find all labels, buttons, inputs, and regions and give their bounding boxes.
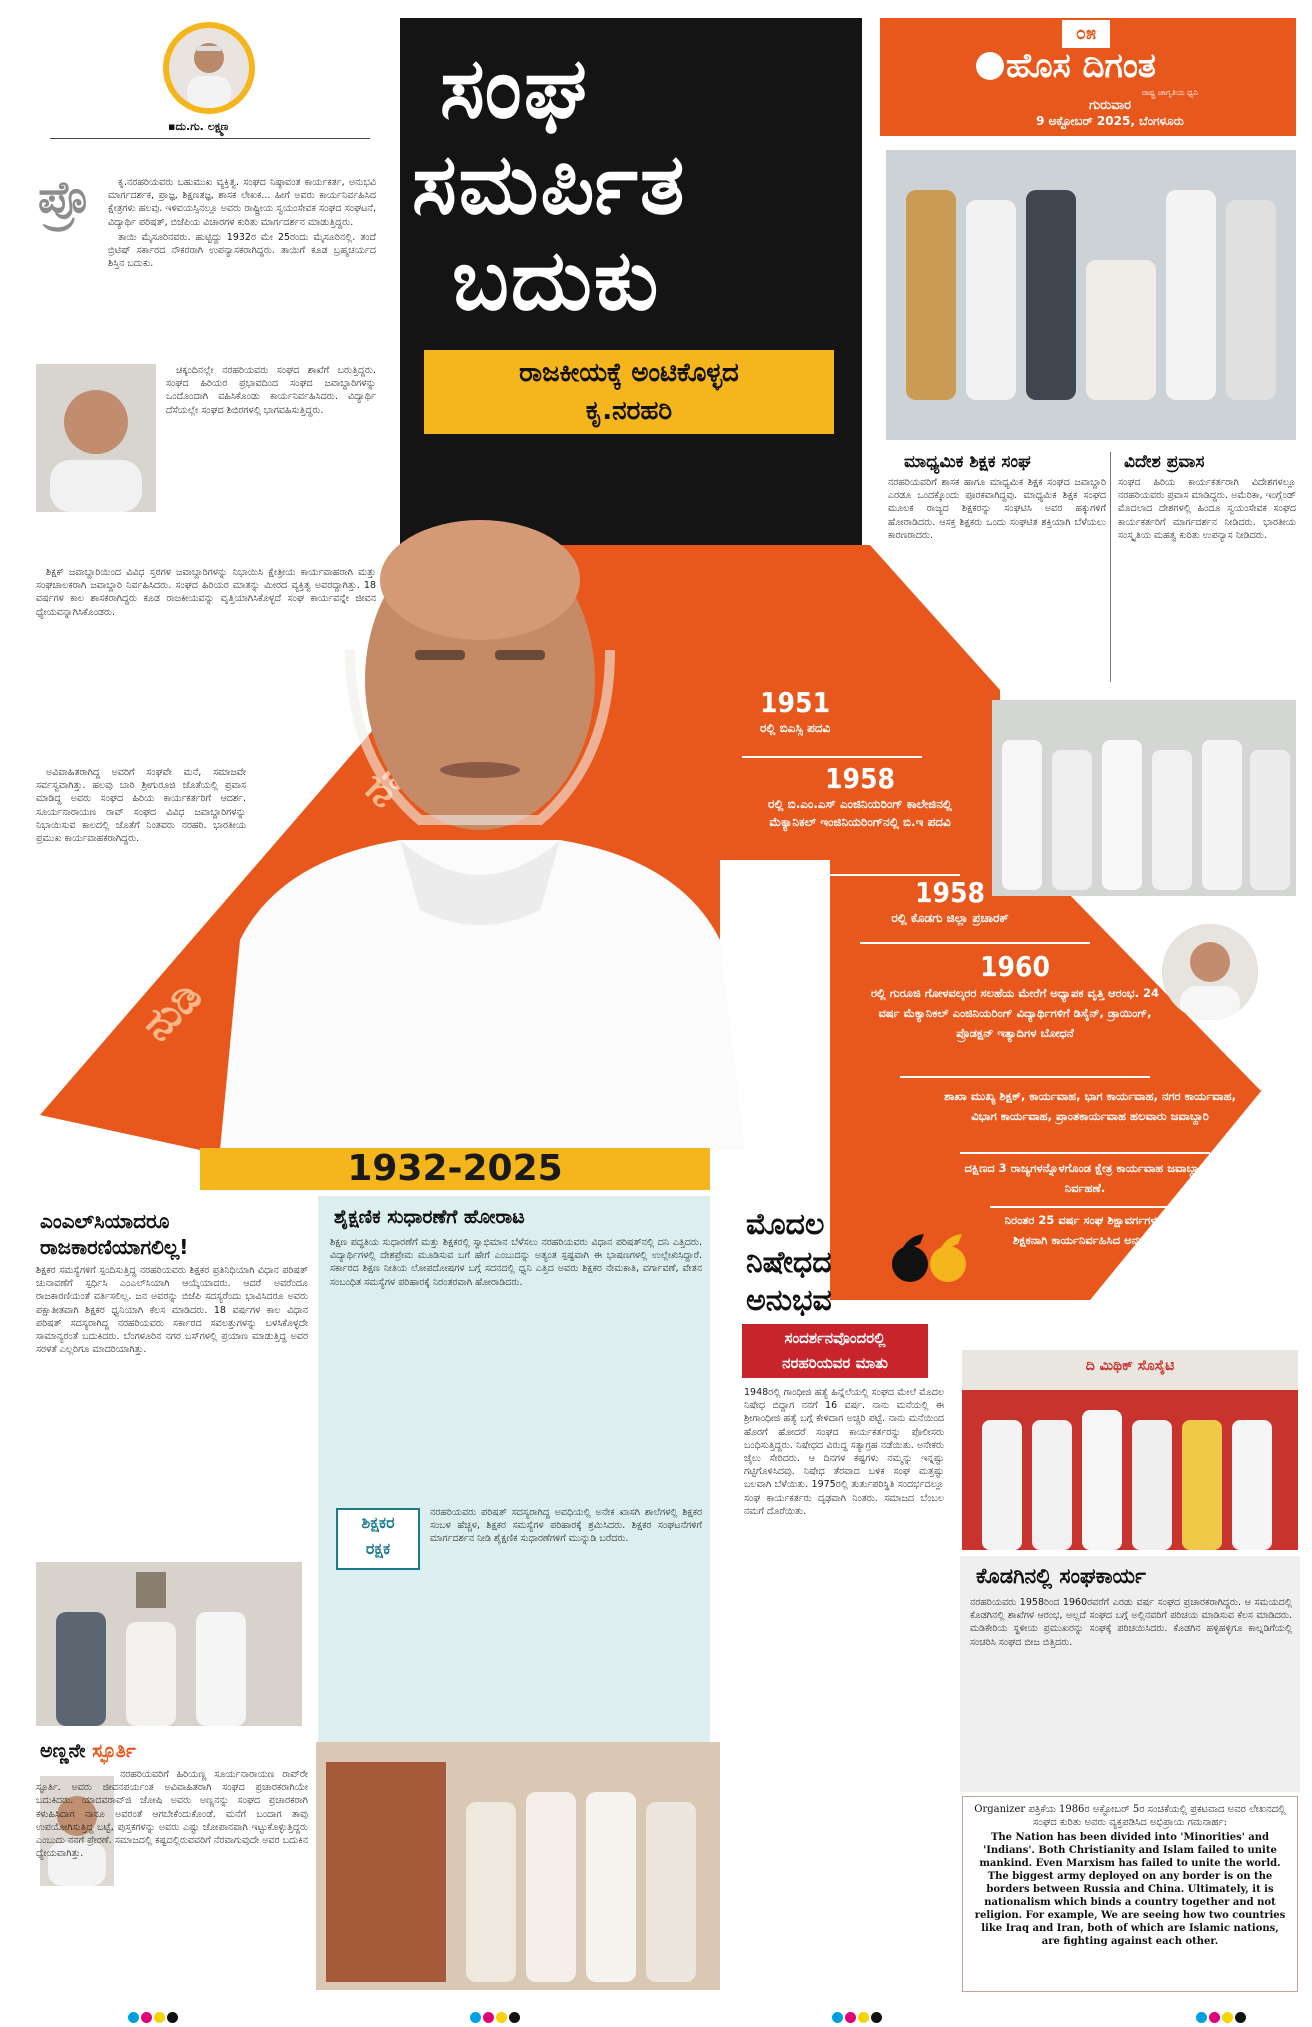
main-title-line3: ಬದುಕು [452,231,661,329]
timeline-year-1: 1951 [760,686,831,719]
organizer-intro: Organizer ಪತ್ರಿಕೆಯ 1986ರ ಅಕ್ಟೋಬರ್ 5ರ ಸಂಚಿಕೆಯಲ್ಲಿ ಪ್ರಕಟವಾದ ಅವರ ಲೇಖನದಲ್ಲಿ ಸಂಘದ ಕುರಿತು ಅವರು ವ್ಯಕ್ತಪಡಿಸಿದ ಅಭಿಪ್ರಾಯ ಗಮನಾರ್ಹ: [974,1804,1286,1828]
registration-marks-4 [1196,2008,1248,2027]
timeline-rule-4 [900,1076,1150,1078]
left-article-para1: ಕೃ.ನರಹರಿಯವರು ಬಹುಮುಖ ವ್ಯಕ್ತಿತ್ವ. ಸಂಘದ ನಿಷ್ಠಾವಂತ ಕಾರ್ಯಕರ್ತ, ಅನುಭವಿ ಮಾರ್ಗದರ್ಶಕ, ಪ್ರಾಜ್ಞ, ಶಿಕ್ಷಣತಜ್ಞ, ಶಾಸಕ ಲೇಖಕ... ಹೀಗೆ ಅವರು ಕಾರ್ಯನಿರ್ವಹಿಸಿದ ಕ್ಷೇತ್ರಗಳು ಹಲವು. ಇಳಿವಯಸ್ಸಿನಲ್ಲೂ ಅವರು ರಾಷ್ಟ್ರೀಯ ಸ್ವಯಂಸೇವಕ ಸಂಘದ ಸಂಘಟನೆ, ವಿದ್ಯಾರ್ಥಿ ಪರಿಷತ್, ಬಿಜೆಪಿಯ ವಿಚಾರಗಳ ಕುರಿತು ಮಾರ್ಗದರ್ಶನ ಮಾಡುತ್ತಿದ್ದರು. ತಾಯಿ ಮೈಸೂರಿನವರು. ಹುಟ್ಟಿದ್ದು 1932ರ ಮೇ 25ರಂದು ಮೈಸೂರಿನಲ್ಲಿ. ತಂದೆ ಬ್ರಿಟಿಷ್ ಸರ್ಕಾರದ ನೌಕರರಾಗಿ ಉಪನ್ಯಾಸಕರಾಗಿದ್ದರು. ತಾಯಿಗೆ ಕೂಡ ಬ್ರಹ್ಮಚರ್ಯದ ಶಿಸ್ತಿನ ಬದುಕು. [108,177,376,270]
timeline-text-1: ರಲ್ಲಿ ಬಿಎಸ್ಸಿ ಪದವಿ [760,721,831,735]
anubhava-body: 1948ರಲ್ಲಿ ಗಾಂಧೀಜಿ ಹತ್ಯೆ ಹಿನ್ನೆಲೆಯಲ್ಲಿ ಸಂಘದ ಮೇಲೆ ಮೊದಲ ನಿಷೇಧ ಬಿದ್ದಾಗ ನನಗೆ 16 ವರ್ಷ. ನಾನು ಮನೆಯಲ್ಲಿ ಈ ಶ್ರೀಗಾಂಧೀಜಿ ಹತ್ಯೆ ಬಗ್ಗೆ ಕೇಳಿದಾಗ ಅಚ್ಚರಿ ಪಟ್ಟೆ. ನಾನು ಮನೆಯಿಂದ ಹೊರಗೆ ಹೋದರೆ ಸಂಘದ ಕಾರ್ಯಕರ್ತರನ್ನು ಪೊಲೀಸರು ಬಂಧಿಸುತ್ತಿದ್ದರು. ನಿಷೇಧದ ವಿರುದ್ಧ ಸತ್ಯಾಗ್ರಹ ನಡೆಯಿತು. ಅನೇಕರು ಜೈಲು ಸೇರಿದರು. ಆ ದಿನಗಳ ಕಷ್ಟಗಳು ನಮ್ಮನ್ನು ಇನ್ನಷ್ಟು ಗಟ್ಟಿಗೊಳಿಸಿದವು. ನಿಷೇಧ ತೆರವಾದ ಬಳಿಕ ಸಂಘ ಮತ್ತಷ್ಟು ಬಲವಾಗಿ ಬೆಳೆಯಿತು. 1975ರಲ್ಲಿ ತುರ್ತುಪರಿಸ್ಥಿತಿ ಸಂದರ್ಭದಲ್ಲೂ ಸಂಘ ಕಾರ್ಯಕರ್ತರು ದೃಢವಾಗಿ ನಿಂತರು. ಸಮಾಜದ ಬೆಂಬಲ ನಮಗೆ ದೊರೆಯಿತು. [744,1387,944,1517]
timeline-year-4: 1960 [979,950,1051,983]
anubhava-heading [746,1206,886,1320]
anna-heading-part1: ಅಣ್ಣನೇ [40,1740,86,1762]
life-span: 1932-2025 [347,1148,563,1189]
subtitle-line2: ಕೃ.ನರಹರಿ [585,396,673,426]
registration-marks-2 [470,2008,522,2027]
drop-cap: ಪ್ರೊ [38,172,90,223]
timeline-extra-3: ನಿರಂತರ 25 ವರ್ಷ ಸಂಘ ಶಿಕ್ಷಾವರ್ಗಗಳಲ್ಲಿ ಶಿಕ್ಷಕನಾಗಿ ಕಾರ್ಯನಿರ್ವಹಿಸಿದ ಅನುಭವ [1004,1213,1166,1247]
videsha-heading: ವಿದೇಶ ಪ್ರವಾಸ [1124,452,1205,472]
mlc-heading-line1: ಎಂಎಲ್‌ಸಿಯಾದರೂ [40,1209,170,1233]
timeline-portrait-photo [1162,924,1258,1020]
column-rule-right [1110,452,1111,682]
left-article-para4: ಶಿಕ್ಷಕ್ ಜವಾಬ್ದಾರಿಯಿಂದ ವಿವಿಧ ಸ್ತರಗಳ ಜವಾಬ್ದಾರಿಗಳನ್ನು ನಿಭಾಯಿಸಿ ಕ್ಷೇತ್ರೀಯ ಕಾರ್ಯವಾಹರಾಗಿ ಮತ್ತು ಸಂಘಚಾಲಕರಾಗಿ ಜವಾಬ್ದಾರಿ ನಿರ್ವಹಿಸಿದರು. ಸಂಘದ ಹಿರಿಯರ ಮಾತನ್ನು ಮೀರದ ವ್ಯಕ್ತಿತ್ವ ಅವರದ್ದಾಗಿತ್ತು. 18 ವರ್ಷಗಳ ಕಾಲ ಶಾಸಕರಾಗಿದ್ದರು ಕೂಡ ರಾಜಕೀಯವನ್ನು ವೃತ್ತಿಯಾಗಿಸಿಕೊಳ್ಳದೆ ಸಂಘ ಕಾರ್ಯವನ್ನೇ ಜೀವನ ಧ್ಯೇಯವನ್ನಾಗಿಸಿಕೊಂಡರು. [36,567,376,618]
shaikshanika-label-line2: ರಕ್ಷಕ [365,1539,391,1558]
masthead-day: ಗುರುವಾರ [1089,98,1131,113]
timeline-rule-1 [742,756,922,758]
anubhava-sub-line2: ನರಹರಿಯವರ ಮಾತು [782,1354,888,1372]
videsha-body: ಸಂಘದ ಹಿರಿಯ ಕಾರ್ಯಕರ್ತರಾಗಿ ವಿದೇಶಗಳಲ್ಲೂ ನರಹರಿಯವರು ಪ್ರವಾಸ ಮಾಡಿದ್ದರು. ಅಮೆರಿಕಾ, ಇಂಗ್ಲೆಂಡ್ ಮೊದಲಾದ ದೇಶಗಳಲ್ಲಿ ಹಿಂದೂ ಸ್ವಯಂಸೇವಕ ಸಂಘದ ಕಾರ್ಯಕರ್ತರಿಗೆ ಮಾರ್ಗದರ್ಶನ ನೀಡಿದರು. ಭಾರತೀಯ ಸಂಸ್ಕೃತಿಯ ಮಹತ್ವ ಕುರಿತು ಉಪನ್ಯಾಸ ನೀಡಿದರು. [1118,477,1296,541]
mythic-society-photo [962,1350,1298,1550]
book-release-photo [316,1742,720,1990]
anubhava-sub-line1: ಸಂದರ್ಶನವೊಂದರಲ್ಲಿ [784,1329,886,1347]
shaikshanika-heading: ಶೈಕ್ಷಣಿಕ ಸುಧಾರಣೆಗೆ ಹೋರಾಟ [334,1206,525,1228]
quote-icon [890,1230,970,1290]
left-article-para5: ಅವಿವಾಹಿತರಾಗಿದ್ದ ಅವರಿಗೆ ಸಂಘವೇ ಮನೆ, ಸಮಾಜವೇ ಸರ್ವಸ್ವವಾಗಿತ್ತು. ಹಲವು ಬಾರಿ ಶ್ರೀಗುರೂಜಿ ಜೊತೆಯಲ್ಲಿ ಪ್ರವಾಸ ಮಾಡಿದ್ದ ಅವರು ಸಂಘದ ಹಿರಿಯ ಕಾರ್ಯಕರ್ತರಿಗೆ ಆದರ್ಶ. ಸೂರ್ಯನಾರಾಯಣ ರಾವ್ ಸಂಘದ ವಿವಿಧ ಜವಾಬ್ದಾರಿಗಳನ್ನು ನಿಭಾಯಿಸುವ ಕಾಲದಲ್ಲಿ ಜೊತೆಗೆ ನಿಂತವರು ನರಹರಿ. ಭಾರತೀಯ ಪ್ರಮುಖ ಕಾರ್ಯವಾಹಕರಾಗಿದ್ದರು. [36,767,246,845]
kodagu-body: ನರಹರಿಯವರು 1958ರಿಂದ 1960ರವರೆಗೆ ಎರಡು ವರ್ಷ ಸಂಘದ ಪ್ರಚಾರಕರಾಗಿದ್ದರು. ಆ ಸಮಯದಲ್ಲಿ ಕೊಡಗಿನಲ್ಲಿ ಶಾಖೆಗಳ ಆರಂಭ, ಅಲ್ಲದೆ ಸಂಘದ ಬಗ್ಗೆ ಅಲ್ಲಿನವರಿಗೆ ಪರಿಚಯ ಮಾಡಿಸುವ ಕೆಲಸ ಮಾಡಿದರು. ಮಡಿಕೇರಿಯ ಸ್ಥಳೀಯ ಪ್ರಮುಖರನ್ನು ಸಂಘಕ್ಕೆ ಪರಿಚಯಿಸಿದರು. ಕೊಡಗಿನ ಹಳ್ಳಿಹಳ್ಳಿಗೂ ಕಾಲ್ನಡಿಗೆಯಲ್ಲಿ ಸಂಚರಿಸಿ ಸಂಘದ ಬೀಜ ಬಿತ್ತಿದರು. [970,1597,1292,1648]
main-portrait [200,470,760,1150]
timeline-text-4: ರಲ್ಲಿ ಗುರೂಜಿ ಗೋಳವಲ್ಕರರ ಸಲಹೆಯ ಮೇರೆಗೆ ಅಧ್ಯಾಪಕ ವೃತ್ತಿ ಆರಂಭ. 24 ವರ್ಷ ಮೆಕ್ಯಾನಿಕಲ್ ಎಂಜಿನಿಯರಿಂಗ್ ವಿದ್ಯಾರ್ಥಿಗಳಿಗೆ ಡಿಸೈನ್, ಡ್ರಾಯಿಂಗ್, ಪ್ರೊಡಕ್ಷನ್ ಇತ್ಯಾದಿಗಳ ಬೋಧನೆ [870,986,1160,1040]
shaikshanika-body: ಶಿಕ್ಷಣ ಪದ್ಧತಿಯ ಸುಧಾರಣೆಗೆ ಮತ್ತು ಶಿಕ್ಷಕರಲ್ಲಿ ಸ್ವಾಭಿಮಾನ ಬೆಳೆಸಲು ನರಹರಿಯವರು ವಿಧಾನ ಪರಿಷತ್‌ನಲ್ಲಿ ದನಿ ಎತ್ತಿದರು. ವಿದ್ಯಾರ್ಥಿಗಳಲ್ಲಿ ದೇಶಪ್ರೇಮ ಮೂಡಿಸುವ ಬಗೆ ಹೇಗೆ ಎಂಬುದನ್ನು ಅತ್ಯಂತ ಸ್ಪಷ್ಟವಾಗಿ ಈ ಭಾಷಣಗಳಲ್ಲಿ ಉಲ್ಲೇಖಿಸಿದ್ದಾರೆ. ಸರ್ಕಾರದ ಶಿಕ್ಷಣ ನೀತಿಯ ಲೋಪದೋಷಗಳ ಬಗ್ಗೆ ಸದನದಲ್ಲಿ ಧ್ವನಿ ಎತ್ತಿದ ಅವರು ಶಿಕ್ಷಕರ ನೇಮಕಾತಿ, ವರ್ಗಾವಣೆ, ವೇತನ ಸಂಬಂಧಿತ ಸಮಸ್ಯೆಗಳ ಪರಿಹಾರಕ್ಕೆ ನಿರಂತರವಾಗಿ ಹೋರಾಡಿದರು. [330,1237,702,1288]
subtitle-line1: ರಾಜಕೀಯಕ್ಕೆ ಅಂಟಿಕೊಳ್ಳದ [519,358,739,388]
masthead-date: 9 ಅಕ್ಟೋಬರ್ 2025, ಬೆಂಗಳೂರು [1036,114,1184,128]
madhyamika-heading: ಮಾಧ್ಯಮಿಕ ಶಿಕ್ಷಕ ಸಂಘ [904,452,1031,472]
main-title-line1: ಸಂಘ [440,39,589,137]
timeline-rule-6 [990,1206,1180,1208]
anubhava-heading-line2: ನಿಷೇಧದ [746,1245,832,1280]
mlc-heading-line2: ರಾಜಕಾರಣಿಯಾಗಲಿಲ್ಲ! [40,1235,189,1259]
timeline-entry-2 [745,762,975,831]
timeline-entry-1 [760,686,920,737]
author-byline: ▪ದು.ಗು. ಲಕ್ಷ್ಮಣ [168,120,229,133]
photo-banner-text: ದಿ ಮಿಥಿಕ್ ಸೊಸೈಟಿ [1085,1358,1175,1374]
paper-tagline: ರಾಷ್ಟ್ರ ಜಾಗೃತಿಯ ಧ್ವನಿ [1141,88,1199,97]
timeline-rule-5 [960,1152,1210,1154]
organizer-box [962,1796,1298,1992]
top-right-photo [886,150,1296,440]
registration-marks-1 [128,2008,180,2027]
mlc-heading [40,1208,310,1260]
anna-heading [40,1740,300,1762]
mlc-body: ಶಿಕ್ಷಕರ ಸಮಸ್ಯೆಗಳಿಗೆ ಸ್ಪಂದಿಸುತ್ತಿದ್ದ ನರಹರಿಯವರು ಶಿಕ್ಷಕರ ಪ್ರತಿನಿಧಿಯಾಗಿ ವಿಧಾನ ಪರಿಷತ್ ಚುನಾವಣೆಗೆ ಸ್ಪರ್ಧಿಸಿ ಎಂಎಲ್‌ಸಿಯಾಗಿ ಆಯ್ಕೆಯಾದರು. ಆದರೆ ಅವರೆಂದೂ ರಾಜಕಾರಣಿಯಂತೆ ವರ್ತಿಸಲಿಲ್ಲ. ಜನ ಅವರನ್ನು ಬಿಜೆಪಿ ಸದಸ್ಯರೆಂದು ಭಾವಿಸಿದರೂ ಅವರು ಪಕ್ಷಾತೀತವಾಗಿ ಶಿಕ್ಷಕರ ಧ್ವನಿಯಾಗಿ ಕೆಲಸ ಮಾಡಿದರು. 18 ವರ್ಷಗಳ ಕಾಲ ವಿಧಾನ ಪರಿಷತ್ ಸದಸ್ಯರಾಗಿದ್ದ ನರಹರಿಯವರು ಸರ್ಕಾರದ ಸವಲತ್ತುಗಳನ್ನು ಬಳಸಿಕೊಳ್ಳದೇ ಸಾಮಾನ್ಯರಂತೆ ಬದುಕಿದರು. ಬೆಂಗಳೂರಿನ ನಗರ ಬಸ್‌ಗಳಲ್ಲಿ ಪ್ರಯಾಣ ಮಾಡುತ್ತಿದ್ದ ಅವರ ಸರಳತೆ ಎಲ್ಲರಿಗೂ ಮಾದರಿಯಾಗಿತ್ತು. [36,1265,308,1356]
timeline-entry-4 [870,950,1160,1043]
paper-name: ಹೊಸ ದಿಗಂತ [1006,46,1156,86]
anna-heading-part2: ಸ್ಫೂರ್ತಿ [92,1740,136,1762]
timeline-year-2: 1958 [824,762,896,795]
timeline-group-photo [992,700,1296,896]
shaikshanika-box-body: ನರಹರಿಯವರು ಪರಿಷತ್ ಸದಸ್ಯರಾಗಿದ್ದ ಅವಧಿಯಲ್ಲಿ ಅನೇಕ ಖಾಸಗಿ ಶಾಲೆಗಳಲ್ಲಿ ಶಿಕ್ಷಕರ ಸಂಬಳ ಹೆಚ್ಚಳ, ಶಿಕ್ಷಕರ ಸಮಸ್ಯೆಗಳ ಪರಿಹಾರಕ್ಕೆ ಶ್ರಮಿಸಿದರು. ಶಿಕ್ಷಕರ ಸಂಘಟನೆಗಳಿಗೆ ಮಾರ್ಗದರ್ಶನ ನೀಡಿ ಶೈಕ್ಷಣಿಕ ಸುಧಾರಣೆಗಳಿಗೆ ಮುನ್ನುಡಿ ಬರೆದರು. [430,1507,702,1545]
timeline-text-3: ರಲ್ಲಿ ಕೊಡಗು ಜಿಲ್ಲಾ ಪ್ರಚಾರಕ್ [891,911,1009,925]
mlc-photo [36,1562,302,1726]
registration-marks-3 [832,2008,884,2027]
shaikshanika-label-box [336,1508,420,1570]
anubhava-sub-box [742,1324,928,1378]
paper-logo-icon [976,52,1004,80]
madhyamika-body: ನರಹರಿಯವರಿಗೆ ಶಾಸಕ ಹಾಗೂ ಮಾಧ್ಯಮಿಕ ಶಿಕ್ಷಕ ಸಂಘದ ಜವಾಬ್ದಾರಿ ಎರಡೂ ಒಂದಕ್ಕೊಂದು ಪೂರಕವಾಗಿದ್ದವು. ಮಾಧ್ಯಮಿಕ ಶಿಕ್ಷಕ ಸಂಘದ ಮೂಲಕ ರಾಜ್ಯದ ಶಿಕ್ಷಕರನ್ನು ಸಂಘಟಿಸಿ ಅವರ ಹಕ್ಕುಗಳಿಗೆ ಹೋರಾಡಿದರು. ಆಸಕ್ತ ಶಿಕ್ಷಕರು ಒಂದು ಸಂಘಟಿತ ಶಕ್ತಿಯಾಗಿ ಬೆಳೆಯಲು ಕಾರಣರಾದರು. [888,477,1106,541]
timeline-rule-3 [860,942,1090,944]
page-number: ೦೫ [1062,20,1110,48]
anna-body: ನರಹರಿಯವರಿಗೆ ಹಿರಿಯಣ್ಣ ಸೂರ್ಯನಾರಾಯಣ ರಾವ್‌ರೇ ಸ್ಫೂರ್ತಿ. ಅವರು ಜೀವನಪರ್ಯಂತ ಅವಿವಾಹಿತರಾಗಿ ಸಂಘದ ಪ್ರಚಾರಕರಾಗಿಯೇ ಬದುಕಿದರು. ಯಾದವರಾವ್‌ಜಿ ಜೋಷಿ ಅವರು ಅಣ್ಣನನ್ನು ಸಂಘದ ಪ್ರಚಾರಕರಾಗಿ ಕಳುಹಿಸಿದಾಗ ನಾನೂ ಅವರಂತೆ ಆಗಬೇಕೆಂದುಕೊಂಡೆ. ಮನೆಗೆ ಬಂದಾಗ ತಾವು ಉಪಯೋಗಿಸುತ್ತಿದ್ದ ಬಟ್ಟೆ, ಪುಸ್ತಕಗಳನ್ನು ಅವರು ಎಷ್ಟು ಜೋಪಾನವಾಗಿ ಇಟ್ಟುಕೊಳ್ಳುತ್ತಿದ್ದರು ಎಂಬುದು ನನಗೆ ಪ್ರೇರಣೆ. ಸಮಾಜದಲ್ಲಿ ಕಷ್ಟದಲ್ಲಿರುವವರಿಗೆ ನೆರವಾಗುವುದೇ ಅವರ ಬದುಕಿನ ಧ್ಯೇಯವಾಗಿತ್ತು. [36,1769,308,1860]
anubhava-heading-line1: ಮೊದಲ [746,1207,825,1242]
kodagu-heading: ಕೊಡಗಿನಲ್ಲಿ ಸಂಘಕಾರ್ಯ [976,1564,1146,1588]
organizer-quote: The Nation has been divided into 'Minorities' and 'Indians'. Both Christianity and Islam failed to unite mankind. Even Marxism has failed to unite the world. The biggest army deployed on any border is on the borders between Russia and China. Ultimately, it is nationalism which binds a country together and not religion. For example, We are seeing how two countries like Iraq and Iran, both of which are Islamic nations, are fighting against each other. [974,1832,1286,1947]
timeline-year-3: 1958 [914,876,986,909]
anubhava-heading-line3: ಅನುಭವ [746,1283,832,1318]
main-title-line2: ಸಮರ್ಪಿತ [412,135,687,233]
timeline-extra-2: ದಕ್ಷಿಣದ 3 ರಾಜ್ಯಗಳನ್ನೊಳಗೊಂಡ ಕ್ಷೇತ್ರ ಕಾರ್ಯವಾಹ ಜವಾಬ್ದಾರಿ ನಿರ್ವಹಣೆ. [964,1161,1206,1195]
tribute-word-2: ನುಡಿ [131,970,211,1051]
left-article-para3: ಚಿಕ್ಕಂದಿನಲ್ಲೇ ನರಹರಿಯವರು ಸಂಘದ ಶಾಖೆಗೆ ಬರುತ್ತಿದ್ದರು. ಸಂಘದ ಹಿರಿಯರ ಪ್ರಭಾವದಿಂದ ಸಂಘದ ಜವಾಬ್ದಾರಿಗಳನ್ನು ಒಂದೊಂದಾಗಿ ವಹಿಸಿಕೊಂಡು ಕಾರ್ಯನಿರ್ವಹಿಸಿದರು. ವಿದ್ಯಾರ್ಥಿ ದೆಸೆಯಲ್ಲೇ ಸಂಘದ ಶಿಬಿರಗಳಲ್ಲಿ ಭಾಗವಹಿಸುತ್ತಿದ್ದರು. [166,365,376,416]
shaikshanika-label-line1: ಶಿಕ್ಷಕರ [361,1513,395,1532]
timeline-text-2: ರಲ್ಲಿ ಬಿ.ಎಂ.ಎಸ್ ಎಂಜಿನಿಯರಿಂಗ್ ಕಾಲೇಜಿನಲ್ಲಿ ಮೆಕ್ಯಾನಿಕಲ್ ಇಂಜಿನಿಯರಿಂಗ್‌ನಲ್ಲಿ ಬಿ.ಇ ಪದವಿ [768,797,952,829]
timeline-extra-1: ಶಾಖಾ ಮುಖ್ಯ ಶಿಕ್ಷಕ್, ಕಾರ್ಯವಾಹ, ಭಾಗ ಕಾರ್ಯವಾಹ, ನಗರ ಕಾರ್ಯವಾಹ, ವಿಭಾಗ ಕಾರ್ಯವಾಹ, ಪ್ರಾಂತಕಾರ್ಯವಾಹ ಹಲವಾರು ಜವಾಬ್ದಾರಿ [944,1089,1236,1123]
